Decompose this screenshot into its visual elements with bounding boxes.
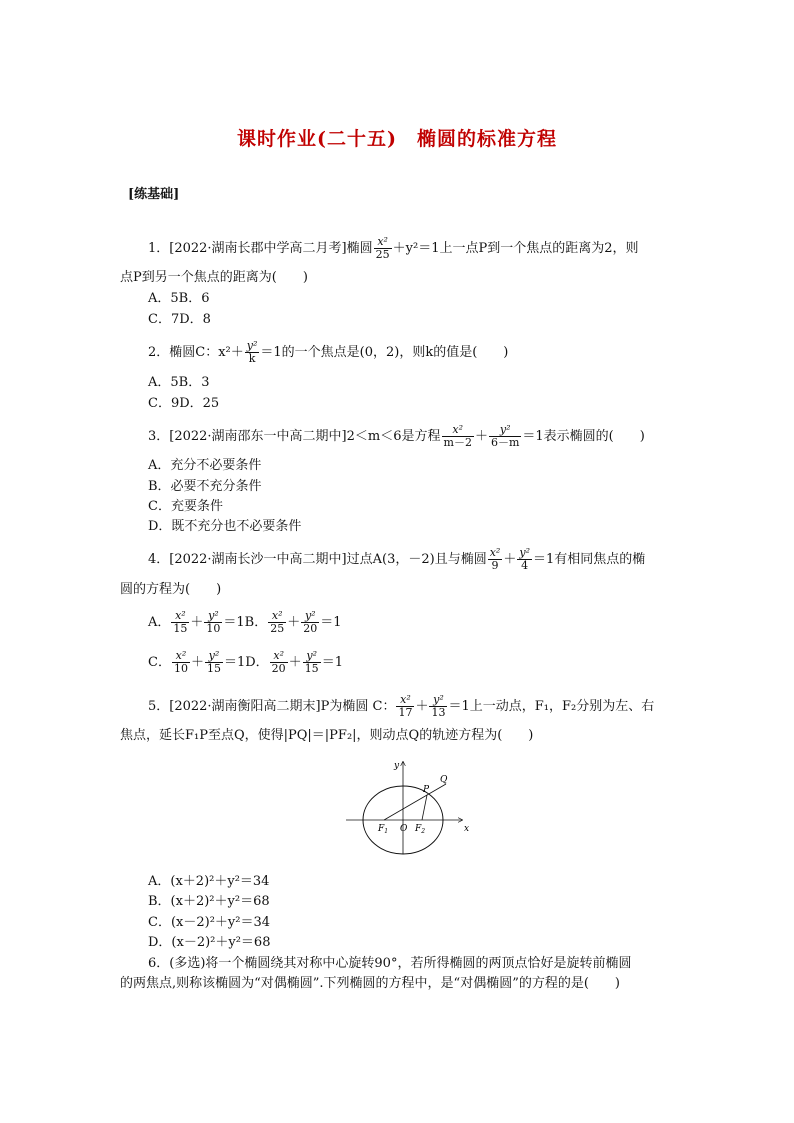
question-3 [148,424,645,449]
q5-line2: 焦点，延长F₁P至点Q，使得|PQ|＝|PF₂|，则动点Q的轨迹方程为( ) [120,728,534,743]
ellipse-figure [340,756,480,856]
question-1 [148,236,639,261]
q5-option-a: A．(x＋2)²＋y²＝34 [148,874,270,889]
q2-fraction [245,340,260,365]
q4-opt-d-tail: ＝1 [321,655,343,670]
q4-opt-b-d2: 20 [303,622,318,635]
q1-text-post: ＋y²＝1上一点P到一个焦点的距离为2，则 [392,241,639,256]
q4-plus: ＋ [503,552,517,567]
q6-line2: 的两焦点,则称该椭圆为“对偶椭圆”.下列椭圆的方程中，是“对偶椭圆”的方程的是( ) [120,976,620,991]
q3-f1-num: x² [442,424,474,437]
q4-opt-d-d2: 15 [304,662,319,675]
label-p: P [423,785,430,795]
q4-f2-den: 4 [521,559,529,572]
q4-f2-num: y² [519,546,530,559]
q4-opt-b-tail: ＝1 [320,615,342,630]
question-5 [148,694,654,719]
q3-fraction-1 [442,424,474,449]
q3-option-a: A．充分不必要条件 [148,458,262,473]
label-f2-letter: F [415,824,422,834]
q4-opt-a-frac-2 [204,610,222,635]
q4-opt-d-plus: ＋ [288,655,302,670]
q1-options-ab: A．5B．6 [148,291,210,306]
q3-option-b: B．必要不充分条件 [148,479,262,494]
q1-fraction [374,236,392,261]
q4-options-ab [148,610,342,635]
q2-text-post: ＝1的一个焦点是(0，2)，则k的值是( ) [260,345,509,360]
q5-option-d: D．(x－2)²＋y²＝68 [148,935,271,950]
q4-f1-den: 9 [491,559,499,572]
section-heading: [练基础] [128,187,180,202]
q3-option-d: D．既不充分也不必要条件 [148,519,302,534]
q4-opt-c-label: C． [148,655,171,670]
question-4 [148,547,645,572]
q2-frac-den: k [248,352,256,365]
q4-opt-b-frac-2 [301,610,319,635]
q1-text-pre: 1．[2022·湖南长郡中学高二月考]椭圆 [148,241,373,256]
q1-line2: 点P到另一个焦点的距离为( ) [120,270,308,285]
q5-f2-num: y² [429,694,447,707]
q5-f1-den: 17 [398,706,413,719]
label-x: x [464,824,470,834]
q5-plus: ＋ [415,699,429,714]
q3-f2-den: 6－m [490,436,520,449]
q5-f2-den: 13 [431,706,446,719]
q4-opt-c-d1: 10 [173,662,188,675]
q4-opt-b-plus: ＋ [287,615,301,630]
question-2 [148,340,508,365]
q1-frac-num: x² [374,236,392,249]
q4-text-post: ＝1有相同焦点的椭 [532,552,646,567]
q3-option-c: C．充要条件 [148,499,223,514]
q4-opt-d-frac-2 [303,650,321,675]
q5-f1-num: x² [396,694,414,707]
q2-frac-num: y² [246,339,258,352]
q4-text-pre: 4．[2022·湖南长沙一中高二期中]过点A(3，－2)且与椭圆 [148,552,487,567]
q3-f1-den: m－2 [443,436,472,449]
q5-option-c: C．(x－2)²＋y²＝34 [148,915,271,930]
q4-opt-d-n2: y² [303,650,321,663]
q4-opt-a-tail: ＝1B． [223,615,268,630]
q5-fraction-1 [396,694,414,719]
q3-fraction-2 [489,424,521,449]
q4-opt-a-d1: 15 [173,622,188,635]
q2-options-cd: C．9D．25 [148,396,220,411]
q4-opt-c-plus: ＋ [190,655,204,670]
q3-text-post: ＝1表示椭圆的( ) [522,429,645,444]
label-q: Q [440,775,448,785]
label-f2 [414,824,425,835]
q1-options-cd: C．7D．8 [148,312,211,327]
q4-opt-b-n1: x² [268,610,286,623]
q5-text-post: ＝1上一动点，F₁，F₂分别为左、右 [448,699,655,714]
q5-option-b: B．(x＋2)²＋y²＝68 [148,894,270,909]
q4-opt-d-frac-1 [270,650,288,675]
q4-opt-a-plus: ＋ [190,615,204,630]
q4-opt-a-label: A． [148,615,171,630]
q4-opt-a-n1: x² [171,610,189,623]
q3-f2-num: y² [489,424,521,437]
q4-opt-d-d1: 20 [271,662,286,675]
q4-fraction-1 [488,547,503,572]
q4-opt-b-n2: y² [301,610,319,623]
q4-options-cd [148,650,343,675]
label-o: O [400,824,408,834]
q5-text-pre: 5．[2022·湖南衡阳高二期末]P为椭圆 C： [148,699,396,714]
q4-opt-c-n2: y² [205,650,223,663]
q2-options-ab: A．5B．3 [148,375,210,390]
q5-fraction-2 [429,694,447,719]
q4-opt-a-d2: 10 [206,622,221,635]
q4-f1-num: x² [489,546,501,559]
q4-opt-a-frac-1 [171,610,189,635]
q4-opt-a-n2: y² [204,610,222,623]
question-6: 6．(多选)将一个椭圆绕其对称中心旋转90°，若所得椭圆的两顶点恰好是旋转前椭圆 [148,956,632,971]
line-p-f2 [422,795,427,820]
label-f1 [377,824,388,835]
q4-fraction-2 [517,547,532,572]
q4-opt-d-n1: x² [270,650,288,663]
q4-opt-c-n1: x² [172,650,190,663]
q4-opt-c-d2: 15 [206,662,221,675]
page-title: 课时作业(二十五) 椭圆的标准方程 [237,128,557,150]
q4-opt-b-frac-1 [268,610,286,635]
q4-opt-c-frac-2 [205,650,223,675]
q3-plus: ＋ [474,429,488,444]
q4-opt-b-d1: 25 [270,622,285,635]
q1-frac-den: 25 [375,248,390,261]
label-f2-sub: 2 [421,828,426,835]
label-y: y [394,761,400,771]
q4-opt-c-frac-1 [172,650,190,675]
label-f1-sub: 1 [384,828,389,835]
q2-text-pre: 2．椭圆C：x²＋ [148,345,244,360]
q3-text-pre: 3．[2022·湖南邵东一中高二期中]2＜m＜6是方程 [148,429,441,444]
q4-line2: 圆的方程为( ) [120,582,222,597]
label-f1-letter: F [378,824,385,834]
q4-opt-c-tail: ＝1D． [223,655,269,670]
